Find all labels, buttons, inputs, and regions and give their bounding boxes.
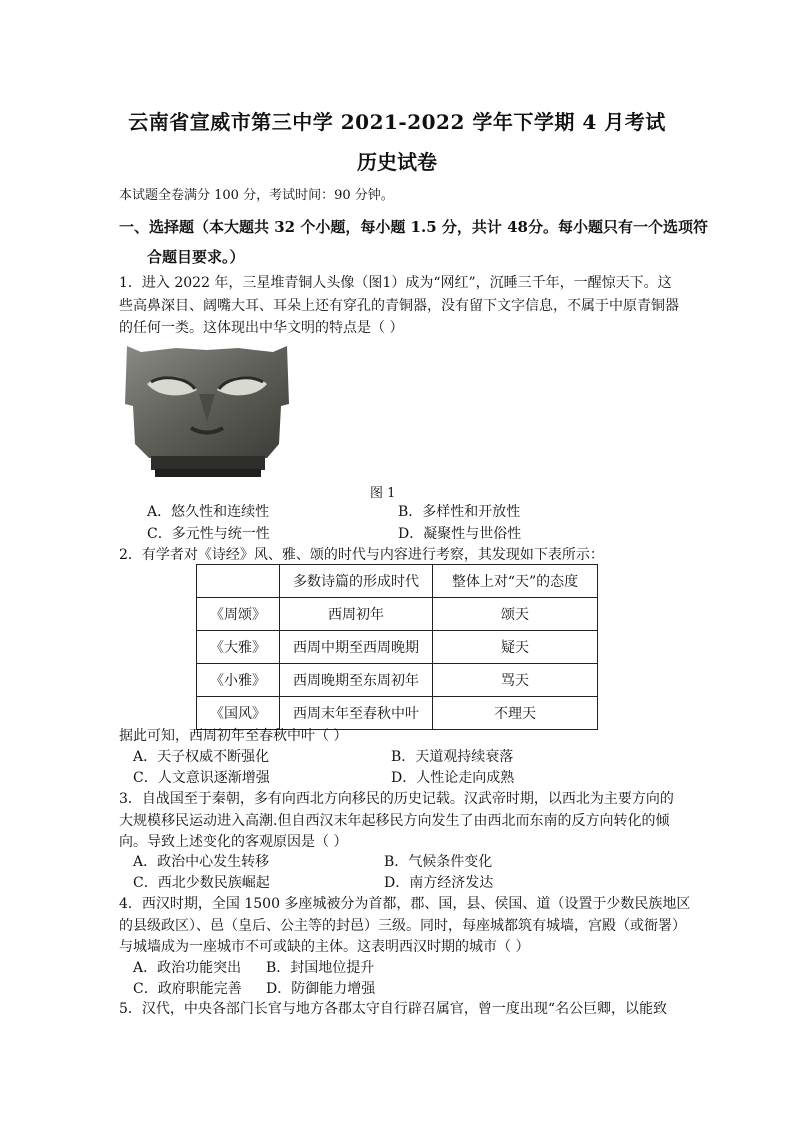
q3-line-1: 3．自战国至于秦朝，多有向西北方向移民的历史记载。汉武帝时期，以西北为主要方向的: [119, 791, 674, 807]
q3-option-d: D．南方经济发达: [384, 875, 494, 891]
table-cell: 颂天: [433, 598, 598, 631]
q3-line-2: 大规模移民运动进入高潮.但自西汉末年起移民方向发生了由西北而东南的反方向转化的倾: [119, 813, 670, 829]
q1-option-c: C．多元性与统一性: [147, 526, 270, 542]
q2-stem: 2．有学者对《诗经》风、雅、颂的时代与内容进行考察，其发现如下表所示：: [119, 547, 604, 563]
q4-option-a: A．政治功能突出: [133, 960, 242, 976]
q3-option-a: A．政治中心发生转移: [133, 854, 270, 870]
q4-option-d: D．防御能力增强: [266, 981, 376, 997]
table-header-row: [197, 565, 598, 598]
table-cell: 疑天: [433, 631, 598, 664]
table-cell: 西周末年至春秋中叶: [280, 697, 433, 730]
q4-option-b: B．封国地位提升: [266, 960, 375, 976]
q4-line-1: 4．西汉时期，全国 1500 多座城被分为首都，郡、国，县、侯国、道（设置于少数民族地区: [119, 896, 691, 912]
q1-option-a: A．悠久性和连续性: [147, 504, 270, 520]
q4-line-2: 的县级政区）、邑（皇后、公主等的封邑）三级。同时，每座城都筑有城墙，宫殿（或衙署）: [119, 918, 686, 934]
table-row: [197, 697, 598, 730]
table-header-cell: 多数诗篇的形成时代: [280, 565, 433, 598]
q3-line-3: 向。导致上述变化的客观原因是（ ）: [119, 834, 348, 850]
q5-line-1: 5．汉代，中央各部门长官与地方各郡太守自行辟召属官，曾一度出现“名公巨卿，以能致: [119, 1001, 668, 1017]
q4-option-c: C．政府职能完善: [133, 981, 242, 997]
table-cell: 《小雅》: [197, 664, 280, 697]
exam-subtitle: 历史试卷: [357, 150, 437, 174]
section-heading-line1: 一、选择题（本大题共 32 个小题，每小题 1.5 分，共计 48分。每小题只有一个选项符: [119, 218, 708, 236]
exam-title: 云南省宣威市第三中学 2021-2022 学年下学期 4 月考试: [128, 110, 666, 134]
shijing-table: [196, 564, 598, 730]
table-cell: 《大雅》: [197, 631, 280, 664]
q1-line-2: 些高鼻深目、阔嘴大耳、耳朵上还有穿孔的青铜器，没有留下文字信息，不属于中原青铜器: [119, 298, 679, 314]
q1-line-3: 的任何一类。这体现出中华文明的特点是（ ）: [119, 320, 404, 336]
table-row: [197, 631, 598, 664]
table-cell: 《国风》: [197, 697, 280, 730]
q1-option-b: B．多样性和开放性: [398, 504, 521, 520]
figure-caption: 图 1: [370, 486, 396, 501]
table-header-cell: 整体上对“天”的态度: [433, 565, 598, 598]
q2-option-c: C．人文意识逐渐增强: [133, 770, 270, 786]
q2-option-a: A．天子权威不断强化: [133, 749, 270, 765]
q1-option-d: D．凝聚性与世俗性: [398, 526, 522, 542]
table-row: [197, 598, 598, 631]
table-header-cell: [197, 565, 280, 598]
table-cell: 西周初年: [280, 598, 433, 631]
table-cell: 骂天: [433, 664, 598, 697]
table-cell: 西周中期至西周晚期: [280, 631, 433, 664]
table-cell: 《周颂》: [197, 598, 280, 631]
exam-intro: 本试题全卷满分 100 分，考试时间：90 分钟。: [119, 188, 394, 203]
table-row: [197, 664, 598, 697]
section-heading-line2: 合题目要求。）: [147, 248, 245, 266]
q2-option-b: B．天道观持续衰落: [391, 749, 514, 765]
table-cell: 不理天: [433, 697, 598, 730]
q3-option-b: B．气候条件变化: [384, 854, 493, 870]
q4-line-3: 与城墙成为一座城市不可或缺的主体。这表明西汉时期的城市（ ）: [119, 939, 530, 955]
q3-option-c: C．西北少数民族崛起: [133, 875, 270, 891]
q2-question: 据此可知，西周初年至春秋中叶（ ）: [119, 728, 348, 744]
table-cell: 西周晚期至东周初年: [280, 664, 433, 697]
bronze-head-figure: [121, 344, 293, 480]
q2-option-d: D．人性论走向成熟: [391, 770, 515, 786]
q1-line-1: 1．进入 2022 年，三星堆青铜人头像（图1）成为“网红”，沉睡三千年，一醒惊天下。这: [119, 275, 672, 291]
